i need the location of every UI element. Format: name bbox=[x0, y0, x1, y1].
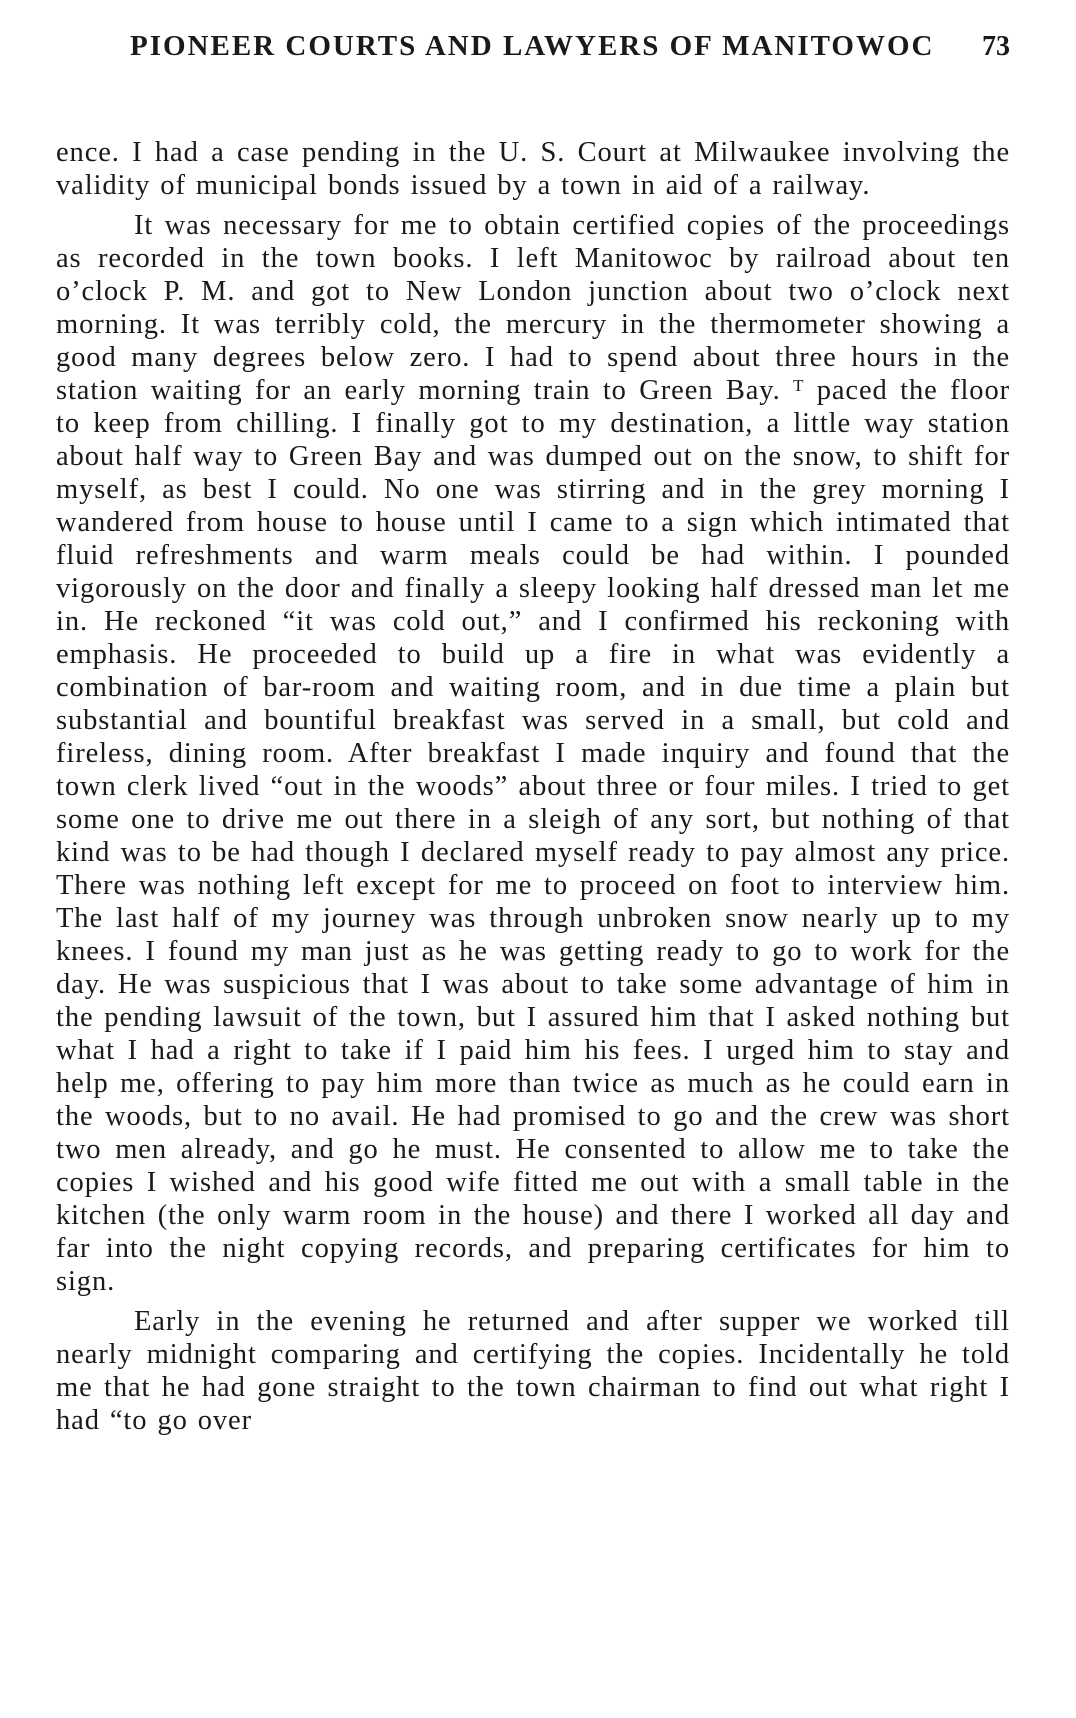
body-text bbox=[56, 136, 1010, 1437]
page-number: 73 bbox=[982, 31, 1010, 62]
paragraph: It was necessary for me to obtain certified copies of the proceedings as recorded in the town books. I left Manitowoc by railroad about ten o’clock P. M. and got to New London junction about two o’clock next morning. It was terribly cold, the mercury in the thermometer showing a good many degrees below zero. I had to spend about three hours in the station waiting for an early morning train to Green Bay. ᵀ paced the floor to keep from chilling. I finally got to my destination, a little way station about half way to Green Bay and was dumped out on the snow, to shift for myself, as best I could. No one was stirring and in the grey morning I wandered from house to house until I came to a sign which intimated that fluid refreshments and warm meals could be had within. I pounded vigorously on the door and finally a sleepy looking half dressed man let me in. He reckoned “it was cold out,” and I confirmed his reckoning with emphasis. He proceeded to build up a fire in what was evidently a combination of bar-room and waiting room, and in due time a plain but substantial and bountiful breakfast was served in a small, but cold and fireless, dining room. After breakfast I made inquiry and found that the town clerk lived “out in the woods” about three or four miles. I tried to get some one to drive me out there in a sleigh of any sort, but nothing of that kind was to be had though I declared myself ready to pay almost any price. There was nothing left except for me to proceed on foot to interview him. The last half of my journey was through unbroken snow nearly up to my knees. I found my man just as he was getting ready to go to work for the day. He was suspicious that I was about to take some advantage of him in the pending lawsuit of the town, but I assured him that I asked nothing but what I had a right to take if I paid him his fees. I urged him to stay and help me, offering to pay him more than twice as much as he could earn in the woods, but to no avail. He had promised to go and the crew was short two men already, and go he must. He consented to allow me to take the copies I wished and his good wife fitted me out with a small table in the kitchen (the only warm room in the house) and there I worked all day and far into the night copying records, and preparing certificates for him to sign. bbox=[56, 210, 1010, 1297]
running-title: PIONEER COURTS AND LAWYERS OF MANITOWOC bbox=[130, 30, 935, 62]
running-header bbox=[56, 30, 1010, 78]
paragraph: Early in the evening he returned and after supper we worked till nearly midnight comparing and certifying the copies. Incidentally he told me that he had gone straight to the town chairman to find out what right I had “to go over bbox=[56, 1306, 1010, 1436]
paragraph-continued: ence. I had a case pending in the U. S. Court at Milwaukee involving the validity of municipal bonds issued by a town in aid of a railway. bbox=[56, 137, 1010, 201]
